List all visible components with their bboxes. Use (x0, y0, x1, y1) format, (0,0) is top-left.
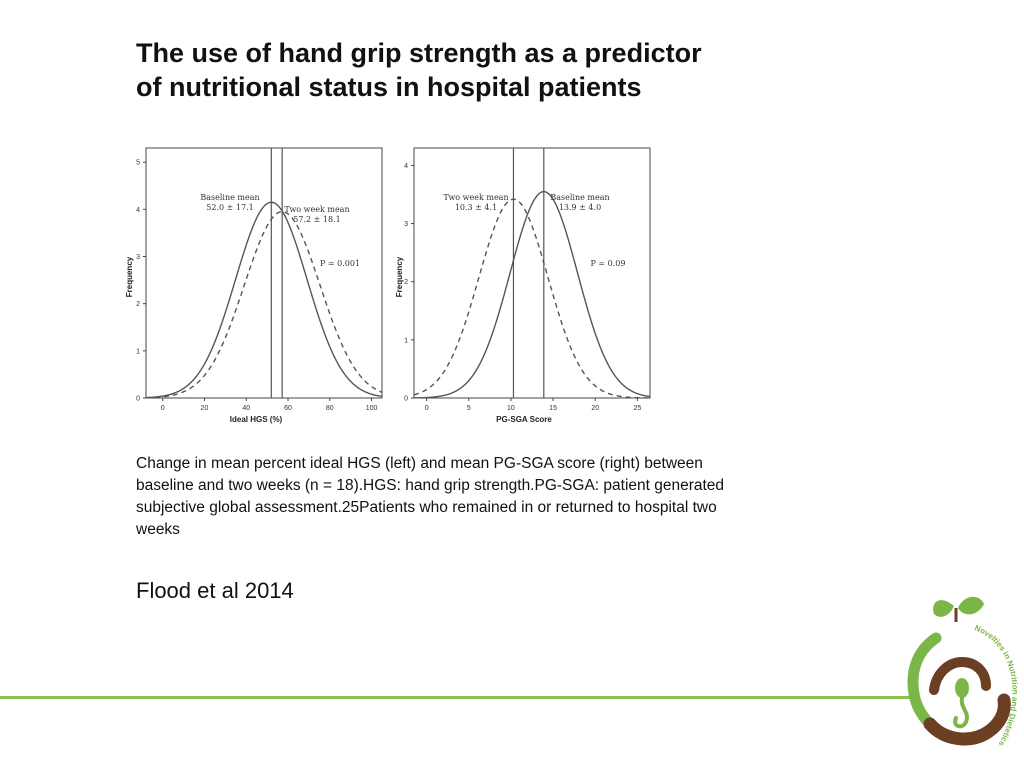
spoon-icon (955, 678, 969, 698)
y-tick-label: 1 (404, 337, 408, 345)
annotation-baseline-stat: 52.0 ± 17.1 (206, 203, 254, 212)
x-tick-label: 5 (466, 405, 471, 412)
annotation-twoweek-label: Two week mean (443, 193, 509, 202)
y-tick-label: 3 (136, 253, 140, 261)
x-tick-label: 20 (591, 405, 600, 412)
slide-title (136, 36, 776, 104)
y-tick-label: 2 (404, 279, 408, 287)
novelties-logo (900, 590, 1024, 768)
chart-ideal-hgs (118, 140, 388, 430)
y-tick-label: 5 (136, 159, 140, 167)
charts-container (118, 140, 678, 430)
y-tick-label: 3 (404, 221, 408, 229)
citation: Flood et al 2014 (136, 578, 294, 603)
y-tick-label: 4 (404, 162, 408, 170)
annotation-baseline-label: Baseline mean (550, 193, 610, 202)
y-tick-label: 1 (136, 348, 140, 356)
chart-pg-sga (390, 140, 660, 430)
x-tick-label: 15 (549, 405, 557, 412)
annotation-p-value: P = 0.09 (590, 259, 626, 268)
bottom-accent-line (0, 696, 920, 699)
x-axis-label: PG-SGA Score (496, 415, 552, 424)
leaf-icon (933, 600, 954, 617)
x-axis-label: Ideal HGS (%) (229, 415, 283, 424)
y-tick-label: 4 (136, 206, 140, 214)
x-tick-label: 80 (325, 405, 334, 412)
annotation-twoweek-stat: 57.2 ± 18.1 (293, 215, 341, 224)
slide-title-line-2: of nutritional status in hospital patients (136, 72, 642, 102)
y-axis-label: Frequency (395, 256, 404, 298)
x-tick-label: 100 (365, 405, 378, 412)
x-tick-label: 60 (284, 405, 292, 412)
leaf-icon (958, 597, 984, 614)
logo-text: Novelties in Nutrition and Dietetics (973, 623, 1020, 748)
annotation-baseline-label: Baseline mean (200, 193, 260, 202)
x-tick-label: 40 (242, 405, 251, 412)
y-axis-label: Frequency (125, 256, 134, 298)
plot-frame (146, 148, 382, 398)
x-tick-label: 10 (507, 405, 515, 412)
x-tick-label: 0 (160, 405, 165, 412)
x-tick-label: 20 (200, 405, 209, 412)
y-tick-label: 0 (404, 395, 408, 403)
annotation-twoweek-stat: 10.3 ± 4.1 (454, 203, 498, 212)
annotation-baseline-stat: 13.9 ± 4.0 (558, 203, 602, 212)
y-tick-label: 0 (136, 395, 140, 403)
annotation-twoweek-label: Two week mean (284, 205, 350, 214)
annotation-p-value: P = 0.001 (319, 259, 361, 268)
x-tick-label: 25 (633, 405, 642, 412)
y-tick-label: 2 (136, 301, 140, 309)
figure-caption: Change in mean percent ideal HGS (left) and mean PG-SGA score (right) between baseline and two weeks (n = 18).HGS: hand grip strength.PG-SGA: patient generated subjective global assessment.25Patients who remained in or returned to hospital two weeks (136, 455, 725, 538)
x-tick-label: 0 (424, 405, 429, 412)
slide-title-line-1: The use of hand grip strength as a predictor (136, 38, 702, 68)
plot-frame (414, 148, 650, 398)
